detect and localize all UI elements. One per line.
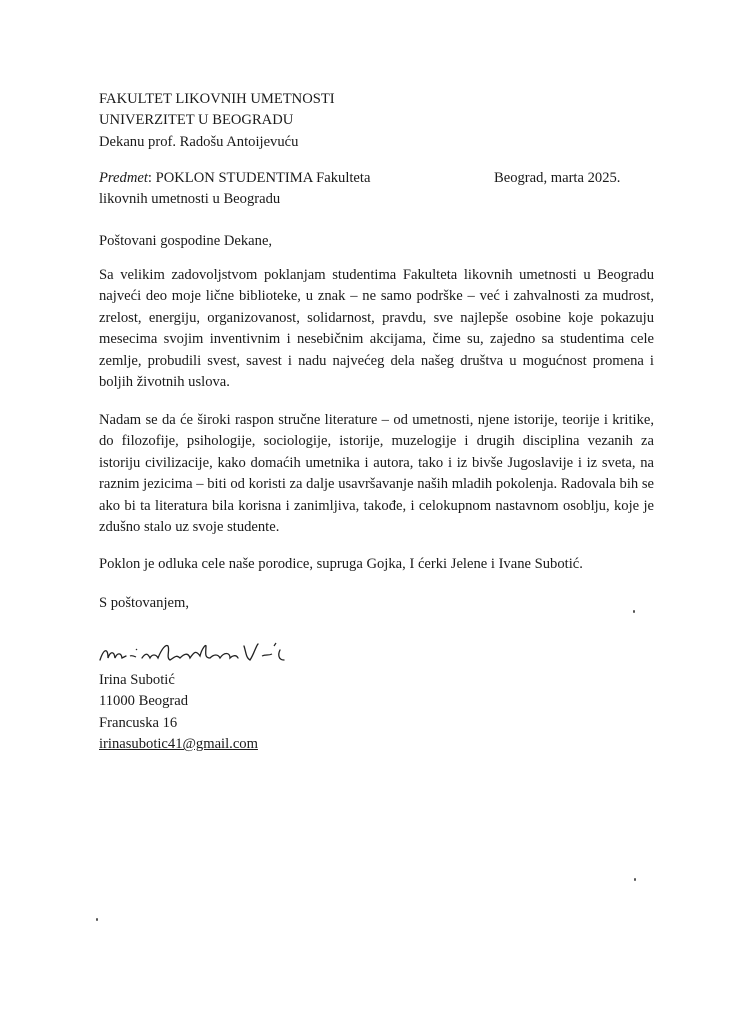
salutation: Poštovani gospodine Dekane, [99,233,273,249]
sender-postal: 11000 Beograd [99,693,189,710]
subject-row [99,168,629,211]
body-paragraph-3: Poklon je odluka cele naše porodice, supruga Gojka, I ćerki Jelene i Ivane Subotić. [99,556,583,572]
scan-speck [634,878,636,881]
sender-email-link[interactable]: irinasubotic41@gmail.com [99,736,258,753]
body-paragraph-2: Nadam se da će široki raspon stručne literature – od umetnosti, njene istorije, teorije i kritike, do filozofije, psihologije, sociologije, istorije, muzelogije i drugih disciplina vezanih za istoriju civilizacije, kako domaćih umetnika i autora, tako i iz bivše Jugoslavije i iz sveta, na raznim jezicima – biti od koristi za dalje usavršavanje naših mladih pokolenja. Radovala bih se ako bi ta literatura bila korisna i zanimljiva, takođe, i celokupnom nastavnom osoblju, koje je zdušno stalo uz svoje studente. [99,412,654,536]
scan-speck [96,918,98,921]
recipient-block [99,89,659,153]
recipient-university: UNIVERZITET U BEOGRADU [99,112,294,129]
letter-date: Beograd, marta 2025. [494,170,621,186]
recipient-faculty: FAKULTET LIKOVNIH UMETNOSTI [99,91,335,107]
handwritten-signature [96,636,306,672]
scan-speck [633,610,635,613]
sender-name: Irina Subotić [99,672,175,688]
closing: S poštovanjem, [99,595,189,611]
subject-text-line2: likovnih umetnosti u Beogradu [99,191,281,208]
recipient-dean: Dekanu prof. Radošu Antoijevuću [99,133,299,150]
subject-label: Predmet [99,170,148,186]
sender-street: Francuska 16 [99,714,178,731]
subject-block [99,168,429,211]
subject-text-line1: : POKLON STUDENTIMA Fakulteta [147,170,371,186]
sender-block [99,670,258,756]
body-paragraph-1: Sa velikim zadovoljstvom poklanjam studentima Fakulteta likovnih umetnosti u Beogradu najveći deo moje lične biblioteke, u znak – ne samo podrške – već i zahvalnosti za mudrost, zrelost, energiju, organizovanost, solidarnost, pravdu, sve najlepše osobine koje pokazuju mesecima svojim inventivnim i nesebičnim akcijama, čime su, zajedno sa studentima cele zemlje, probudili svest, savest i nadu najvećeg dela našeg društva u mogućnost promena i boljih životnih uslova. [99,267,654,391]
